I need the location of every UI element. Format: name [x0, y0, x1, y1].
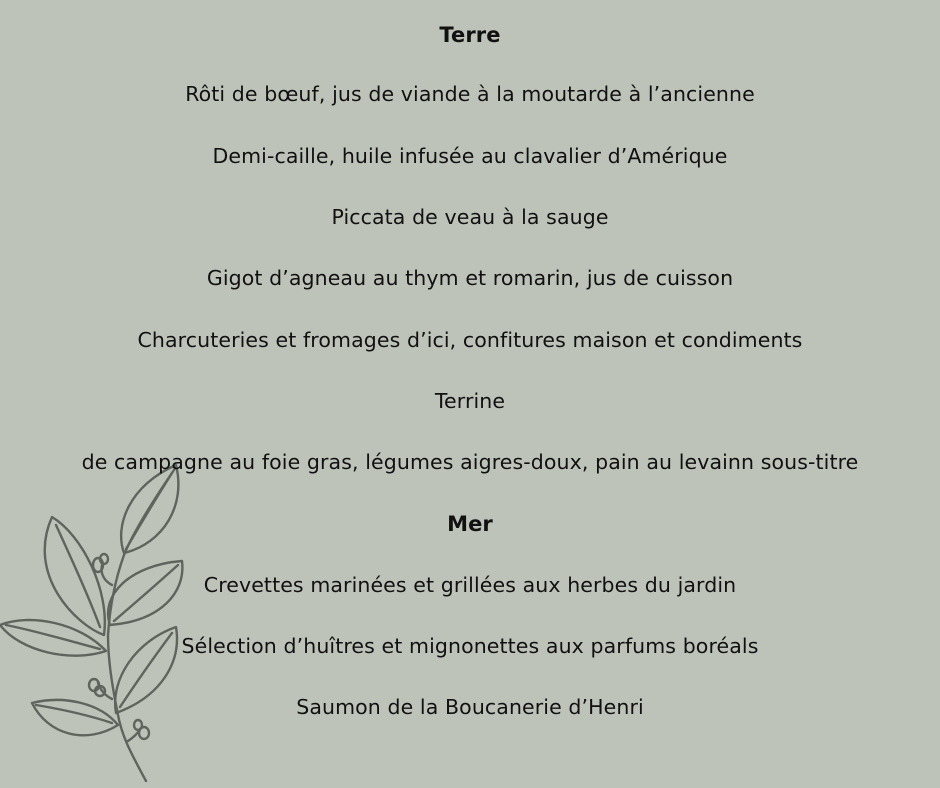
menu-item: Terrine: [434, 389, 506, 413]
section-title-mer: Mer: [447, 512, 493, 536]
menu-item: Piccata de veau à la sauge: [331, 205, 609, 229]
section-title-terre: Terre: [439, 23, 501, 47]
menu-item: Saumon de la Boucanerie d’Henri: [296, 695, 644, 719]
menu-item: Demi-caille, huile infusée au clavalier d’Amérique: [212, 144, 728, 168]
menu-item: de campagne au foie gras, légumes aigres-doux, pain au levainn sous-titre: [81, 450, 859, 474]
menu-item: Rôti de bœuf, jus de viande à la moutarde à l’ancienne: [185, 82, 755, 106]
menu-item: Crevettes marinées et grillées aux herbes du jardin: [203, 573, 737, 597]
menu-item: Gigot d’agneau au thym et romarin, jus de cuisson: [206, 266, 734, 290]
menu-item: Sélection d’huîtres et mignonettes aux parfums boréals: [181, 634, 759, 658]
leafy-branch-icon: [0, 455, 200, 788]
menu-item: Charcuteries et fromages d’ici, confitures maison et condiments: [137, 328, 803, 352]
